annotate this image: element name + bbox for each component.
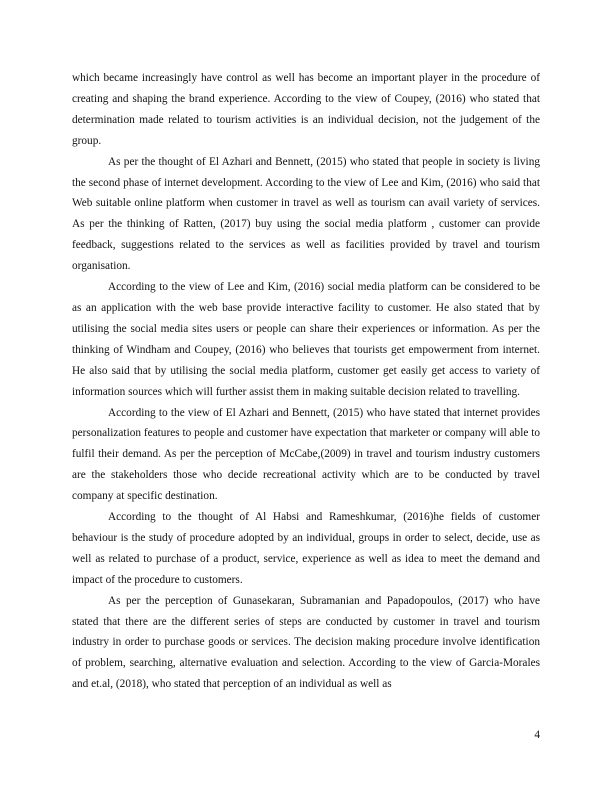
paragraph-lee-kim-social-media: According to the view of Lee and Kim, (2016) social media platform can be considered to be as an application with the web base provide interactive facility to customer. He also stated that by utilising the social media sites users or people can share their experiences or information. As per the thinking of Windham and Coupey, (2016) who believes that tourists get empowerment from internet. He also said that by utilising the social media platform, customer get easily get access to variety of information sources which will further assist them in making suitable decision related to travelling. — [72, 281, 540, 398]
paragraph-personalization: According to the view of El Azhari and Bennett, (2015) who have stated that internet provides personalization features to people and customer have expectation that marketer or company will able to fulfil their demand. As per the perception of McCabe,(2009) in travel and tourism industry customers are the stakeholders those who decide recreational activity which are to be conducted by travel company at specific destination. — [72, 406, 540, 503]
paragraph-el-azhari-internet-phase: As per the thought of El Azhari and Bennett, (2015) who stated that people in society is living the second phase of internet development. According to the view of Lee and Kim, (2016) who said that Web suitable online platform when customer in travel as well as tourism can avail variety of services. As per the thinking of Ratten, (2017) buy using the social media platform , customer can provide feedback, suggestions related to the services as well as facilities provided by travel and tourism organisation. — [72, 155, 540, 273]
document-body — [72, 68, 540, 695]
paragraph-decision-making: As per the perception of Gunasekaran, Subramanian and Papadopoulos, (2017) who have stated that there are the different series of steps are conducted by customer in travel and tourism industry in order to purchase goods or services. The decision making procedure involve identification of problem, searching, alternative evaluation and selection. According to the view of Garcia-Morales and et.al, (2018), who stated that perception of an individual as well as — [72, 594, 540, 691]
paragraph-coupey-continuation: which became increasingly have control as well has become an important player in the procedure of creating and shaping the brand experience. According to the view of Coupey, (2016) who stated that determination made related to tourism activities is an individual decision, not the judgement of the group. — [72, 72, 540, 147]
page-number: 4 — [534, 729, 540, 741]
paragraph-customer-behaviour: According to the thought of Al Habsi and Rameshkumar, (2016)he fields of customer behaviour is the study of procedure adopted by an individual, groups in order to select, decide, use as well as related to purchase of a product, service, experience as well as idea to meet the demand and impact of the procedure to customers. — [72, 511, 540, 586]
